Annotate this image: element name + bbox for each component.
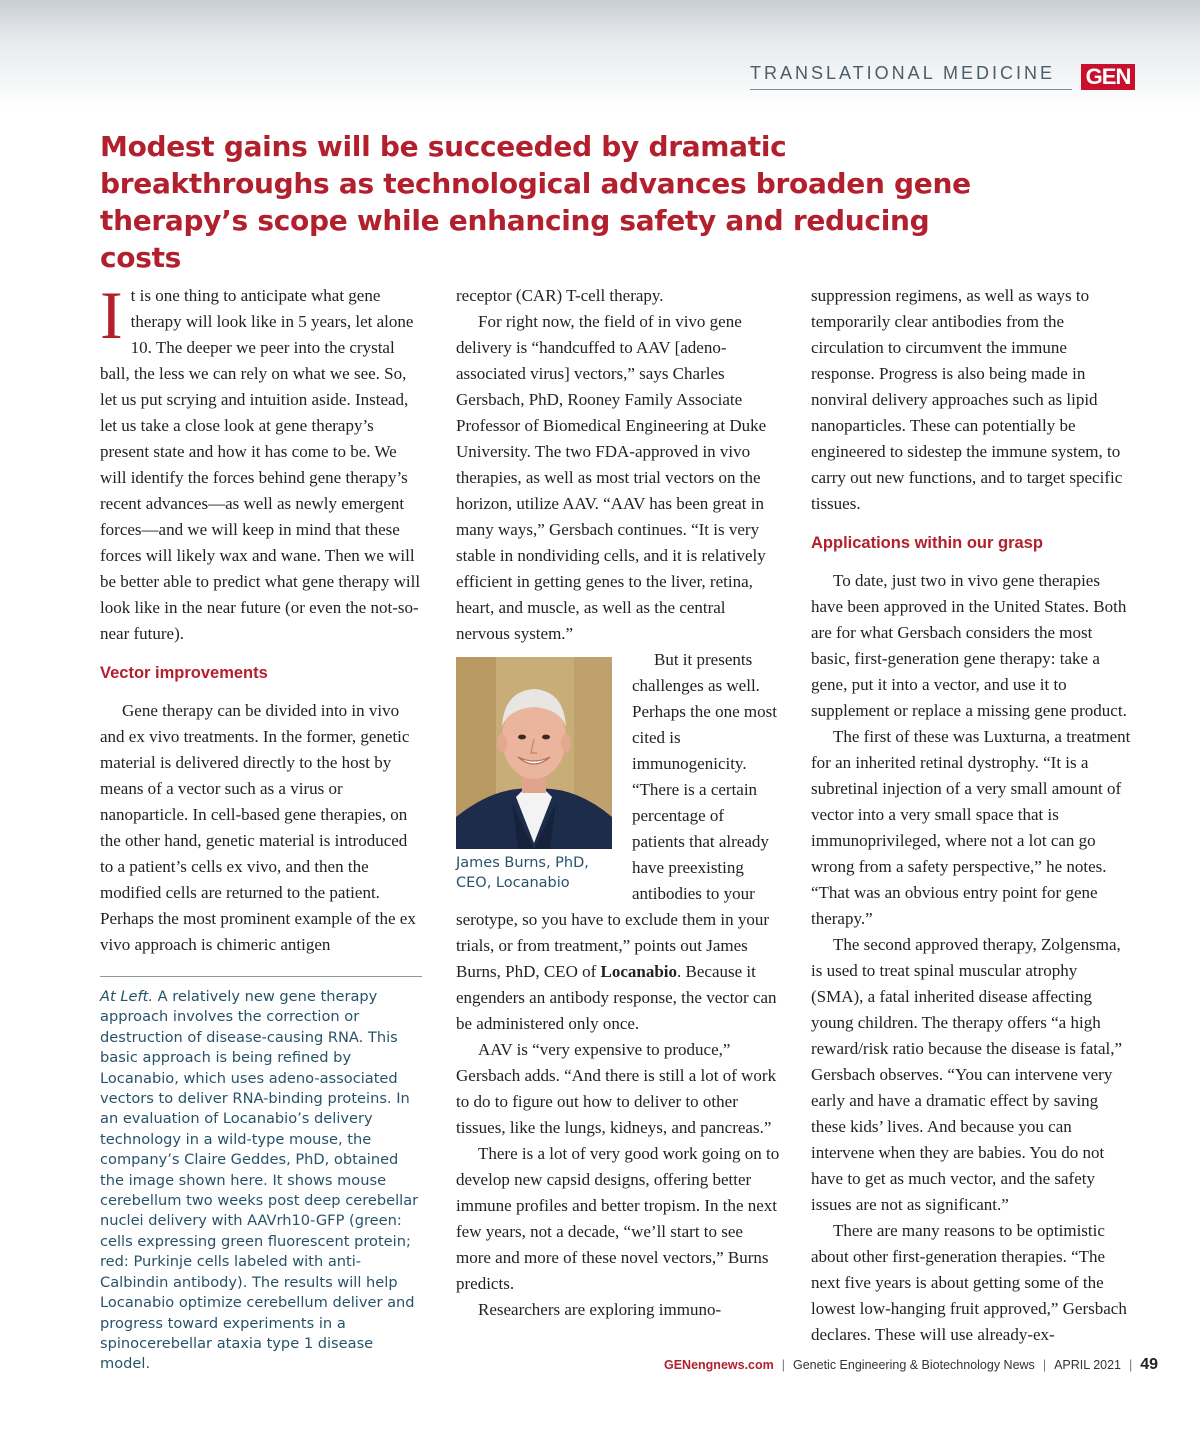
portrait-caption: James Burns, PhD, CEO, Locanabio [456,855,589,891]
footer-site-link[interactable]: GENengnews.com [664,1358,774,1372]
paragraph: AAV is “very expensive to produce,” Gersbach adds. “And there is still a lot of work to do to figure out how to deliver to other tissues, like the lungs, kidneys, and pancreas.” [456,1040,777,1137]
portrait-photo [456,657,612,849]
paragraph: Gene therapy can be divided into in vivo and ex vivo treatments. In the former, genetic material is delivered directly to the host by means of a vector such as a virus or nanoparticle. In cell-based gene therapies, on the other hand, genetic material is introduced to a patient’s cells ex vivo, and then the modified cells are returned to the patient. Perhaps the most prominent example of the ex vivo approach is chimeric antigen [100,701,416,954]
portrait-figure [456,647,614,893]
paragraph: suppression regimens, as well as ways to temporarily clear antibodies from the circulation to circumvent the immune response. Progress is also being made in nonviral delivery approaches such as lipid nanoparticles. These can potentially be engineered to sidestep the immune system, to carry out new functions, and to target specific tissues. [811,286,1123,513]
footer-publication: Genetic Engineering & Biotechnology News [793,1358,1035,1372]
header-band [0,0,1200,110]
footer-date: APRIL 2021 [1054,1358,1122,1372]
company-name: Locanabio [600,962,678,981]
page-number: 49 [1140,1356,1159,1373]
column-1 [100,277,422,1375]
paragraph: To date, just two in vivo gene therapies have been approved in the United States. Both are for what Gersbach considers the most basic, first-generation gene therapy: take a gene, put it into a vector, and use it to supplement or replace a missing gene product. [811,571,1127,720]
caption-rule [100,976,422,977]
section-rule [750,89,1072,90]
paragraph: Researchers are exploring immuno- [478,1300,722,1319]
paragraph: But it presents challenges as well. Perhaps the one most cited is immunogenicity. “There is a certain percentage of patients that already have preexisting antibodies to your serotype, so you have to exclude them in your trials, or from treatment,” points out James Burns, PhD, CEO of Locanabio. Because it engenders an antibody response, the vector can be administered only once. [456,650,777,1033]
drop-cap: I [100,277,123,353]
caption-lead: At Left. [100,988,153,1005]
paragraph: receptor (CAR) T-cell therapy. [456,286,664,305]
page-footer: GENengnews.com | Genetic Engineering & Biotechnology News | APRIL 2021 | 49 [664,1356,1159,1373]
column-3 [811,283,1133,1348]
intro-paragraph: It is one thing to anticipate what gene therapy will look like in 5 years, let alone 10. The deeper we peer into the crystal ball, the less we can rely on what we see. So, let us put scrying and intuition aside. Instead, let us take a close look at gene therapy’s present state and how it has come to be. We will identify the forces behind gene therapy’s recent advances—as well as newly emergent forces—and we will keep in mind that these forces will likely wax and wane. Then we will be better able to predict what gene therapy will look like in the near future (or even the not-so-near future). [100,277,421,643]
subhead-applications: Applications within our grasp [811,534,1043,552]
figure-caption: At Left. A relatively new gene therapy approach involves the correction or destruction of disease-causing RNA. This basic approach is being refined by Locanabio, which uses adeno-associated vectors to deliver RNA-binding proteins. In an evaluation of Locanabio’s delivery technology in a wild-type mouse, the company’s Claire Geddes, PhD, obtained the image shown here. It shows mouse cerebellum two weeks post deep cerebellar nuclei delivery with AAVrh10-GFP (green: cells expressing green fluorescent protein; red: Purkinje cells labeled with anti-Calbindin antibody). The results will help Locanabio optimize cerebellum deliver and progress toward experiments in a spinocerebellar ataxia type 1 disease model. [100,988,419,1373]
section-label: TRANSLATIONAL MEDICINE [750,63,1056,83]
paragraph: For right now, the field of in vivo gene delivery is “handcuffed to AAV [adeno-associated virus] vectors,” says Charles Gersbach, PhD, Rooney Family Associate Professor of Biomedical Engineering at Duke University. The two FDA-approved in vivo therapies, as well as most trial vectors on the horizon, utilize AAV. “AAV has been great in many ways,” Gersbach continues. “It is very stable in nondividing cells, and it is relatively efficient in getting genes to the liver, retina, heart, and muscle, as well as the central nervous system.” [456,312,767,643]
subhead-vector-improvements: Vector improvements [100,664,268,682]
paragraph: There are many reasons to be optimistic about other first-generation therapies. “The next five years is about getting some of the lowest low-hanging fruit approved,” Gersbach declares. These will use already-ex- [811,1221,1127,1344]
gen-logo: GEN [1081,64,1135,90]
paragraph: There is a lot of very good work going on to develop new capsid designs, offering better immune profiles and better tropism. In the next few years, not a decade, “we’ll start to see more and more of these novel vectors,” Burns predicts. [456,1144,780,1293]
paragraph: The first of these was Luxturna, a treatment for an inherited retinal dystrophy. “It is a subretinal injection of a very small amount of vector into a very small space that is immunoprivileged, where not a lot can go wrong from a safety perspective,” he notes. “That was an obvious entry point for gene therapy.” [811,727,1131,928]
headline: Modest gains will be succeeded by dramatic breakthroughs as technological advances broaden gene therapy’s scope while enhancing safety and reducing costs [100,130,971,274]
column-2 [456,283,780,1323]
paragraph: The second approved therapy, Zolgensma, is used to treat spinal muscular atrophy (SMA), a fatal inherited disease affecting young children. The therapy offers “a high reward/risk ratio because the disease is fatal,” Gersbach observes. “You can intervene very early and have a dramatic effect by saving these kids’ lives. And because you can intervene when they are babies. You do not have to get as much vector, and the safety issues are not as significant.” [811,935,1123,1214]
